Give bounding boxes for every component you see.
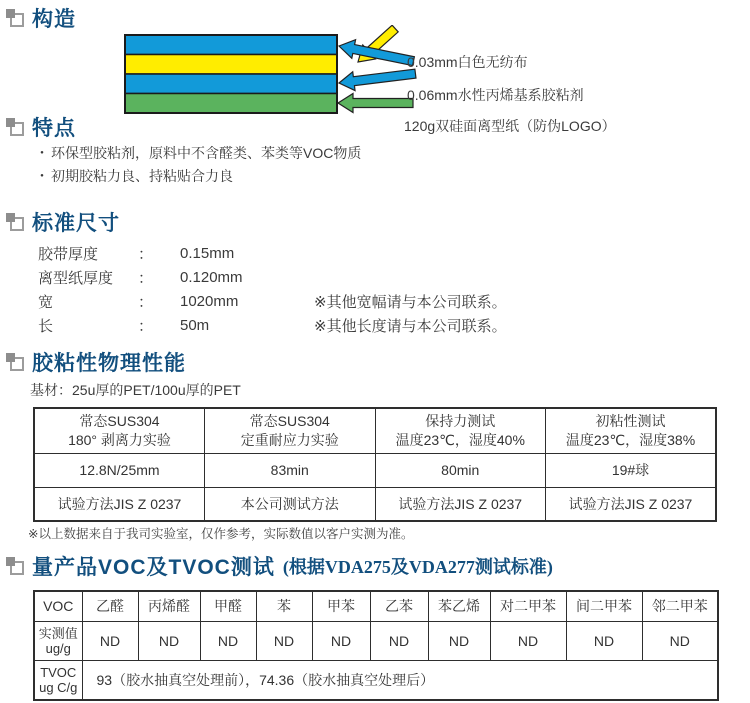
spec-row-liner-thickness [38,265,728,289]
measured-value-cell: ND [200,621,256,660]
measured-value-cell: ND [312,621,370,660]
spec-value: 0.120mm [180,268,243,286]
layer-green [125,94,337,114]
feature-text: 环保型胶粘剂，原料中不含醛类、苯类等VOC物质 [51,145,362,161]
substrate-line: 基材：25u厚的PET/100u厚的PET [30,382,241,398]
measured-label-cell [34,621,82,660]
table-header-row [34,408,716,453]
tape-layers-svg [0,25,750,125]
layer-label-liner: 120g双硅面离型纸（防伪LOGO） [404,118,616,134]
layer-label-nonwoven: 0.03mm白色无纺布 [407,54,528,70]
measured-value-cell: ND [138,621,200,660]
arrow-green-liner [338,94,413,113]
tvoc-value-cell: 93（胶水抽真空处理前），74.36（胶水抽真空处理后） [82,660,718,700]
substance-cell: 苯 [256,591,312,621]
spec-label: 宽 [38,293,54,311]
measured-value-cell: ND [370,621,428,660]
method-cell: 试验方法JIS Z 0237 [375,487,546,521]
substance-cell: 苯乙烯 [428,591,490,621]
layer-bottom-blue [125,74,337,94]
tvoc-label-cell [34,660,82,700]
tvoc-label-line2: ug C/g [39,679,78,695]
header-line2: 温度23℃，湿度38% [565,431,696,448]
measured-value-cell: ND [642,621,718,660]
spec-row-width [38,289,728,313]
document-icon [6,353,24,371]
document-icon [6,118,24,136]
spec-value: 0.15mm [180,244,235,262]
spec-row-tape-thickness [38,241,728,265]
bullet-icon: ・ [35,145,49,161]
voc-table [33,590,719,701]
measured-label-line1: 实测值 [38,625,78,641]
value-cell: 12.8N/25mm [34,453,205,487]
physical-properties-table [33,407,717,522]
header-line1: 初粘性测试 [595,412,666,429]
header-line1: 常态SUS304 [79,412,160,429]
measured-value-cell: ND [566,621,642,660]
value-cell: 80min [375,453,546,487]
substance-cell: 间二甲苯 [566,591,642,621]
section-dimensions-header [6,207,120,237]
substance-cell: 乙醛 [82,591,138,621]
header-cell-shear [205,408,376,453]
measured-value-cell: ND [490,621,566,660]
document-icon [6,213,24,231]
substance-cell: 甲醛 [200,591,256,621]
section-features-header [6,112,76,142]
feature-item [35,142,361,165]
spec-value: 50m [180,316,210,334]
measured-value-cell: ND [82,621,138,660]
method-cell: 本公司测试方法 [205,487,376,521]
document-icon [6,557,24,575]
section-title-voc: 量产品VOC及TVOC测试 [32,556,275,579]
header-line2: 180° 剥离力实验 [68,431,171,448]
spec-colon: ： [138,269,154,287]
feature-text: 初期胶粘力良、持粘贴合力良 [51,168,233,184]
header-line1: 常态SUS304 [249,412,330,429]
dimension-specs [38,241,728,337]
header-cell-peel [34,408,205,453]
method-cell: 试验方法JIS Z 0237 [546,487,717,521]
measured-label-line2: ug/g [45,640,71,656]
spec-row-length [38,313,728,337]
spec-label: 长 [38,317,54,335]
header-cell-holding [375,408,546,453]
section-title-physical: 胶粘性物理性能 [32,352,186,375]
voc-measured-row [34,621,718,660]
tvoc-label-line1: TVOC [40,664,77,680]
header-line2: 温度23℃，湿度40% [395,431,525,448]
section-title-dimensions: 标准尺寸 [32,212,120,235]
layer-label-adhesive: 0.06mm水性丙烯基系胶粘剂 [407,87,584,103]
measured-value-cell: ND [256,621,312,660]
voc-corner-cell: VOC [34,591,82,621]
spec-note: ※其他宽幅请与本公司联系。 [314,293,507,311]
section-title-features: 特点 [32,117,76,140]
value-cell: 83min [205,453,376,487]
substance-cell: 对二甲苯 [490,591,566,621]
section-title-voc-standard: (根据VDA275及VDA277测试标准) [282,557,553,577]
spec-label: 胶带厚度 [38,245,99,263]
layer-yellow [125,55,337,75]
measured-value-cell: ND [428,621,490,660]
substance-cell: 甲苯 [312,591,370,621]
substance-cell: 邻二甲苯 [642,591,718,621]
features-list [35,142,361,188]
feature-item [35,165,361,188]
voc-tvoc-row [34,660,718,700]
spec-note: ※其他长度请与本公司联系。 [314,317,507,335]
table-value-row [34,453,716,487]
spec-colon: ： [138,317,154,335]
disclaimer-note: ※以上数据来自于我司实验室，仅作参考，实际数值以客户实测为准。 [28,527,414,541]
substance-cell: 丙烯醛 [138,591,200,621]
spec-colon: ： [138,293,154,311]
spec-value: 1020mm [180,292,239,310]
header-line2: 定重耐应力实验 [240,431,339,448]
section-title-structure: 构造 [32,8,76,31]
voc-header-row [34,591,718,621]
bullet-icon: ・ [35,168,49,184]
section-physical-header [6,347,186,377]
substance-cell: 乙苯 [370,591,428,621]
method-cell: 试验方法JIS Z 0237 [34,487,205,521]
spec-colon: ： [138,245,154,263]
arrow-blue-adhesive-bottom [338,64,417,92]
header-line1: 保持力测试 [425,412,496,429]
value-cell: 19#球 [546,453,717,487]
spec-label: 离型纸厚度 [38,269,114,287]
layer-top-blue [125,35,337,55]
table-method-row [34,487,716,521]
header-cell-tack [546,408,717,453]
section-voc-header [6,551,553,581]
